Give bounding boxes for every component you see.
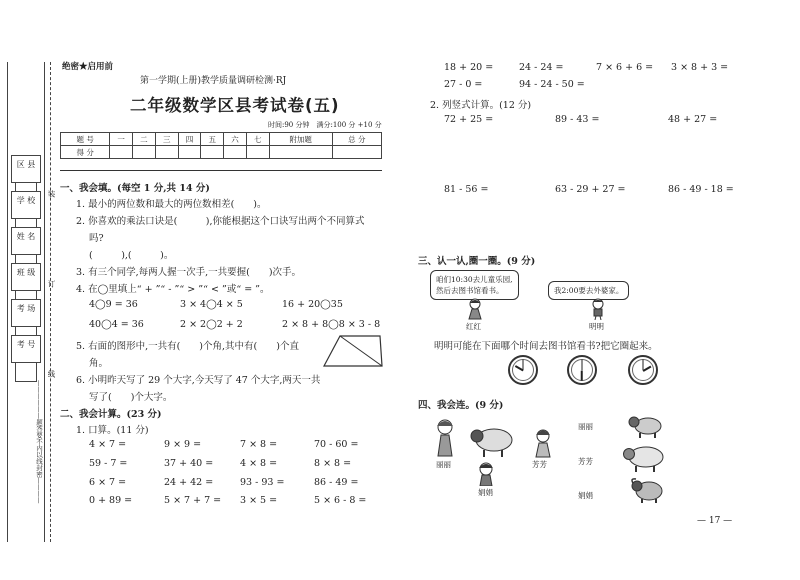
score-table — [60, 132, 382, 159]
score-row-label: 得 分 — [61, 146, 110, 159]
field-exam-room[interactable]: 考 场 — [11, 299, 41, 327]
score-header-cell: 六 — [224, 133, 247, 146]
side-mark-zhuang: 装 — [47, 190, 56, 199]
side-note: ——————题答要不内以线封密———— — [35, 380, 43, 504]
score-cell[interactable] — [224, 146, 247, 159]
oral-item: 6 × 7 = — [89, 477, 127, 488]
oral-item: 59 - 7 = — [89, 458, 128, 469]
score-cell[interactable] — [269, 146, 332, 159]
score-header-cell: 一 — [110, 133, 133, 146]
s1-q3: 3. 有三个同学,每两人握一次手,一共要握( )次手。 — [76, 267, 302, 278]
girl-honghong-figure — [464, 298, 486, 320]
oral-item: 86 - 49 = — [314, 477, 359, 488]
field-name[interactable]: 姓 名 — [11, 227, 41, 255]
vertical-item: 48 + 27 = — [668, 114, 718, 125]
side-mark-xian: 线 — [47, 370, 56, 379]
exam-meta: 时间:90 分钟 满分:100 分 +10 分 — [268, 121, 382, 129]
name-honghong: 红红 — [466, 322, 481, 331]
score-header-cell: 二 — [133, 133, 156, 146]
field-school[interactable]: 学 校 — [11, 191, 41, 219]
field-district[interactable]: 区 县 — [11, 155, 41, 183]
boy-mingming-figure — [587, 298, 609, 320]
section1-heading: 一、我会填。(每空 1 分,共 14 分) — [60, 183, 210, 194]
s1-q2-line1: 2. 你喜欢的乘法口诀是( ),你能根据这个口诀写出两个不同算式 — [76, 216, 365, 227]
s1-q4-item: 4◯9 = 36 — [89, 299, 138, 310]
page-number: — 17 — — [697, 516, 733, 526]
vertical-item: 63 - 29 + 27 = — [555, 184, 626, 195]
binding-border-outer — [7, 62, 8, 542]
s2-sub2: 2. 列竖式计算。(12 分) — [430, 100, 532, 111]
score-cell[interactable] — [110, 146, 133, 159]
section3-heading: 三、认一认,圈一圈。(9 分) — [418, 256, 536, 267]
right-name-juanjuan: 娟娟 — [578, 491, 593, 500]
oral-item: 4 × 8 = — [240, 458, 278, 469]
girl-juanjuan-figure — [472, 462, 500, 486]
trapezoid-figure — [322, 334, 384, 368]
bubble-line: 咱们10:30去儿童乐园, — [436, 275, 513, 284]
oral-item: 18 + 20 = — [444, 62, 494, 73]
side-mark-ding: 订 — [47, 280, 56, 289]
oral-item: 24 + 42 = — [164, 477, 214, 488]
s1-q4-item: 2 × 8 + 8◯8 × 3 - 8 — [282, 319, 381, 330]
section2-heading: 二、我会计算。(23 分) — [60, 409, 162, 420]
binding-cut-line — [50, 62, 51, 542]
binding-border-inner — [44, 62, 45, 542]
speech-bubble-honghong — [430, 270, 519, 300]
name-mingming: 明明 — [589, 322, 604, 331]
girl-lili-figure — [432, 418, 458, 458]
oral-item: 8 × 8 = — [314, 458, 352, 469]
section4-heading: 四、我会连。(9 分) — [418, 400, 504, 411]
left-name-lili: 丽丽 — [436, 460, 451, 469]
oral-item: 9 × 9 = — [164, 439, 202, 450]
bubble-line: 我2:00要去外婆家。 — [554, 286, 624, 295]
dog-figure[interactable] — [628, 414, 664, 438]
score-header-cell: 三 — [155, 133, 178, 146]
oral-item: 94 - 24 - 50 = — [519, 79, 585, 90]
s2-sub1: 1. 口算。(11 分) — [76, 425, 149, 436]
score-header-cell: 四 — [178, 133, 201, 146]
score-cell[interactable] — [332, 146, 381, 159]
s1-q4: 4. 在◯里填上“ + ”“ - ”“ > ”“ < ”或“ = ”。 — [76, 284, 270, 295]
s1-q4-item: 40◯4 = 36 — [89, 319, 144, 330]
s1-q2-line2: 吗? — [89, 233, 104, 244]
oral-item: 3 × 8 + 3 = — [671, 62, 729, 73]
oral-item: 4 × 7 = — [89, 439, 127, 450]
s1-q5-line1: 5. 右面的图形中,一共有( )个角,其中有( )个直 — [76, 341, 299, 352]
sheep-figure-2[interactable] — [622, 444, 666, 472]
clock-option-3[interactable] — [628, 355, 658, 385]
score-header-cell: 五 — [201, 133, 224, 146]
vertical-item: 72 + 25 = — [444, 114, 494, 125]
header-divider — [60, 170, 382, 171]
s1-q4-item: 3 × 4◯4 × 5 — [180, 299, 243, 310]
clock-option-2[interactable] — [567, 355, 597, 385]
score-cell[interactable] — [246, 146, 269, 159]
vertical-item: 89 - 43 = — [555, 114, 600, 125]
s1-q4-item: 2 × 2◯2 + 2 — [180, 319, 243, 330]
vertical-item: 86 - 49 - 18 = — [668, 184, 734, 195]
exam-subtitle: 第一学期(上册)教学质量调研检测·RJ — [140, 76, 287, 86]
s1-q2-line3: ( ),( )。 — [89, 250, 174, 261]
score-cell[interactable] — [155, 146, 178, 159]
clock-option-1[interactable] — [508, 355, 538, 385]
oral-item: 3 × 5 = — [240, 495, 278, 506]
field-class[interactable]: 班 级 — [11, 263, 41, 291]
s1-q1: 1. 最小的两位数和最大的两位数相差( )。 — [76, 199, 267, 210]
oral-item: 37 + 40 = — [164, 458, 214, 469]
left-name-juanjuan: 娟娟 — [478, 488, 493, 497]
girl-fangfang-figure — [530, 428, 556, 458]
score-header-cell: 总 分 — [332, 133, 381, 146]
oral-item: 5 × 7 + 7 = — [164, 495, 222, 506]
score-cell[interactable] — [178, 146, 201, 159]
secret-label: 绝密★启用前 — [62, 62, 114, 72]
sheep-figure[interactable] — [470, 424, 516, 458]
oral-item: 70 - 60 = — [314, 439, 359, 450]
left-name-fangfang: 芳芳 — [532, 460, 547, 469]
exam-title: 二年级数学区县考试卷(五) — [130, 96, 340, 115]
oral-item: 7 × 6 + 6 = — [596, 62, 654, 73]
score-cell[interactable] — [201, 146, 224, 159]
right-name-lili: 丽丽 — [578, 422, 593, 431]
s1-q4-item: 16 + 20◯35 — [282, 299, 343, 310]
vertical-item: 81 - 56 = — [444, 184, 489, 195]
ram-figure[interactable] — [630, 477, 664, 503]
oral-item: 24 - 24 = — [519, 62, 564, 73]
right-name-fangfang: 芳芳 — [578, 457, 593, 466]
s3-question: 明明可能在下面哪个时间去图书馆看书?把它圈起来。 — [434, 341, 658, 352]
score-header-cell: 题 号 — [61, 133, 110, 146]
field-exam-number[interactable]: 考 号 — [11, 335, 41, 363]
s1-q6-line1: 6. 小明昨天写了 29 个大字,今天写了 47 个大字,两天一共 — [76, 375, 321, 386]
oral-item: 93 - 93 = — [240, 477, 285, 488]
score-cell[interactable] — [133, 146, 156, 159]
s1-q5-line2: 角。 — [89, 358, 109, 369]
score-header-cell: 七 — [246, 133, 269, 146]
bubble-line: 然后去图书馆看书。 — [436, 286, 504, 295]
oral-item: 27 - 0 = — [444, 79, 483, 90]
oral-item: 0 + 89 = — [89, 495, 133, 506]
s1-q6-line2: 写了( )个大字。 — [89, 392, 173, 403]
score-header-cell: 附加题 — [269, 133, 332, 146]
oral-item: 7 × 8 = — [240, 439, 278, 450]
oral-item: 5 × 6 - 8 = — [314, 495, 367, 506]
